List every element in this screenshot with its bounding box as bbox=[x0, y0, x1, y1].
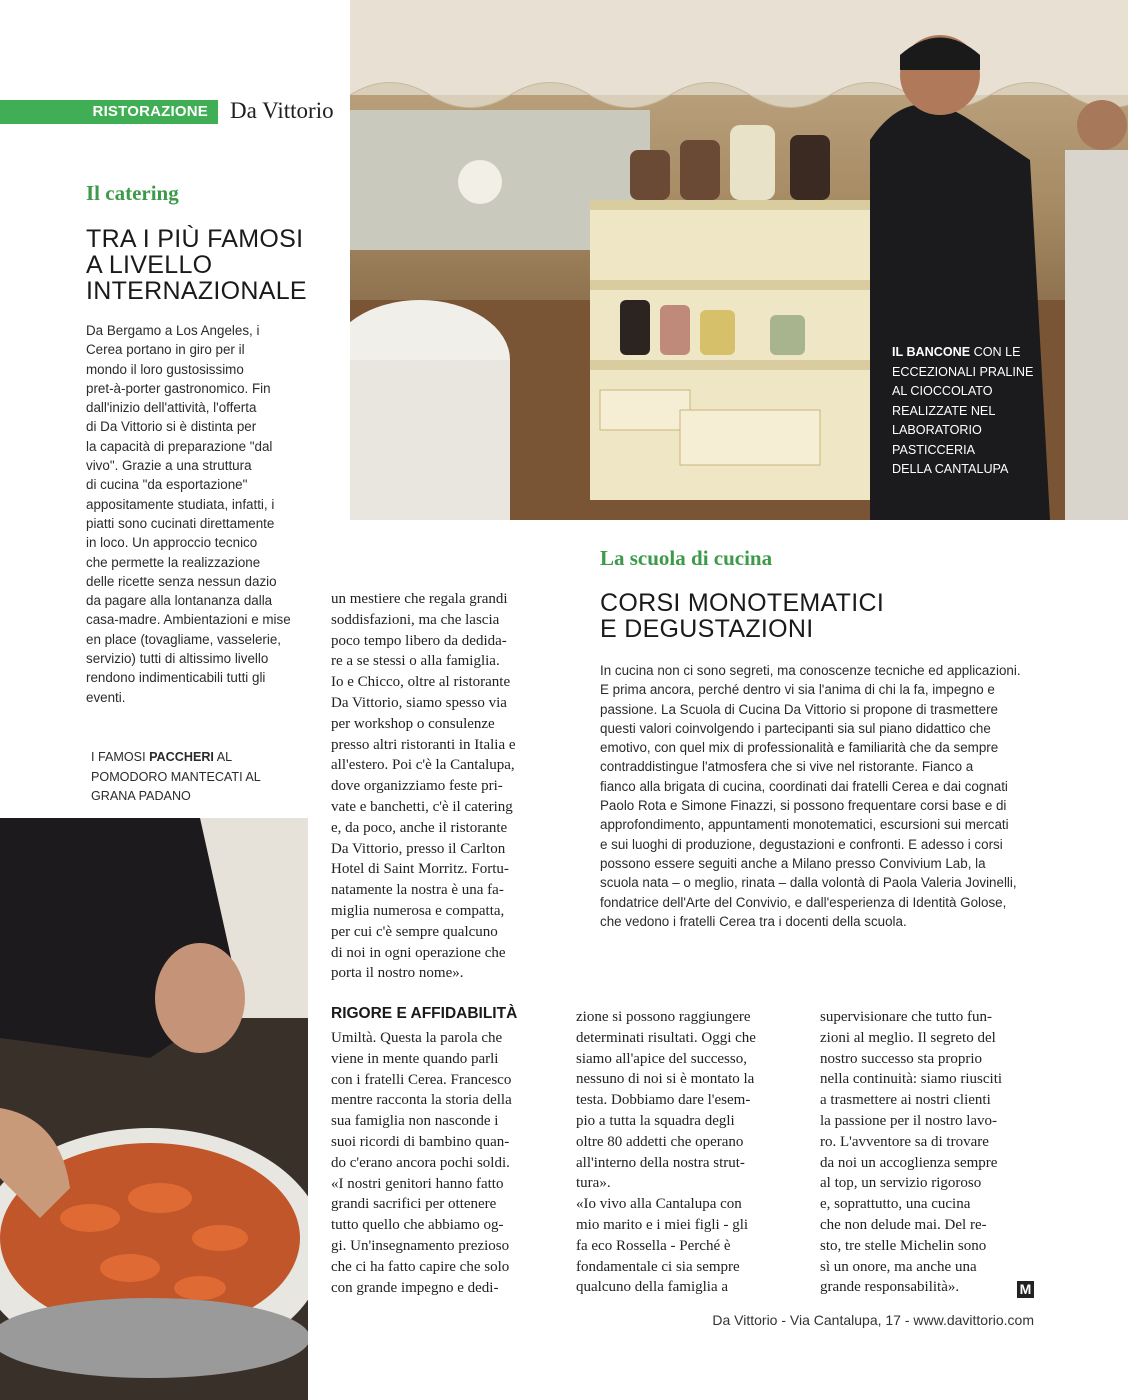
catering-body bbox=[86, 321, 326, 707]
scuola-body-line: Paolo Rota e Simone Finazzi, si possono frequentare corsi base e di bbox=[600, 798, 1007, 814]
rigore-line: nostro successo sta proprio bbox=[820, 1050, 983, 1067]
catering-body-line: che permette la realizzazione bbox=[86, 554, 261, 570]
scuola-body-line: e sui luoghi di produzione, degustazioni e confronti. E adesso i corsi bbox=[600, 836, 1003, 852]
scuola-body-line: passione. La Scuola di Cucina Da Vittorio si propone di trasmettere bbox=[600, 701, 998, 717]
rigore-line: testa. Dobbiamo dare l'esem- bbox=[576, 1092, 751, 1109]
catering-body-line: servizio) tutti di altissimo livello bbox=[86, 651, 269, 667]
rigore-line: al top, un servizio rigoroso bbox=[820, 1175, 982, 1192]
catering-body-line: en place (tovagliame, vasselerie, bbox=[86, 631, 282, 647]
rigore-line: ro. L'avventore sa di trovare bbox=[820, 1133, 989, 1150]
rigore-line: «Io vivo alla Cantalupa con bbox=[576, 1196, 742, 1213]
rigore-line: determinati risultati. Oggi che bbox=[576, 1029, 756, 1046]
scuola-body-line: approfondimento, appuntamenti monotematici, escursioni sui mercati bbox=[600, 817, 1009, 833]
catering-heading bbox=[86, 226, 307, 304]
magazine-logo-icon: M bbox=[1017, 1281, 1034, 1298]
middle-line: Io e Chicco, oltre al ristorante bbox=[331, 674, 511, 691]
rigore-line: zioni al meglio. Il segreto del bbox=[820, 1029, 996, 1046]
caption-paccheri bbox=[91, 748, 311, 807]
scuola-body-line: E prima ancora, perché dentro vi sia l'anima di chi la fa, impegno e bbox=[600, 682, 995, 698]
rigore-line: oltre 80 addetti che operano bbox=[576, 1133, 744, 1150]
rigore-line: zione si possono raggiungere bbox=[576, 1009, 751, 1025]
catering-body-line: la capacità di preparazione "dal bbox=[86, 438, 273, 454]
rigore-line: pio a tutta la squadra degli bbox=[576, 1112, 735, 1129]
caption-bancone-line: ECCEZIONALI PRALINE bbox=[892, 364, 1034, 379]
rigore-line: nella continuità: siamo riusciti bbox=[820, 1071, 1003, 1088]
middle-line: soddisfazioni, ma che lascia bbox=[331, 611, 500, 628]
middle-line: re a se stessi o alla famiglia. bbox=[331, 653, 500, 670]
caption-bold: IL BANCONE bbox=[892, 345, 971, 359]
rigore-heading: RIGORE E AFFIDABILITÀ bbox=[331, 1005, 518, 1022]
scuola-body-line: fianco alla brigata di cucina, coordinati dai fratelli Cerea e dai cognati bbox=[600, 778, 1008, 794]
photo-paccheri-illustration bbox=[0, 818, 308, 1400]
caption-bancone-line: LABORATORIO bbox=[892, 423, 982, 437]
caption-bancone-line: DELLA CANTALUPA bbox=[892, 462, 1009, 476]
rigore-line: e, soprattutto, una cucina bbox=[820, 1196, 971, 1213]
rigore-line: Umiltà. Questa la parola che bbox=[331, 1030, 503, 1046]
catering-heading-line: INTERNAZIONALE bbox=[86, 277, 307, 305]
catering-body-line: eventi. bbox=[86, 689, 126, 705]
middle-line: per workshop o consulenze bbox=[331, 715, 495, 732]
middle-line: presso altri ristoranti in Italia e bbox=[331, 736, 516, 753]
rigore-col3 bbox=[820, 1007, 1035, 1298]
rigore-line: che non delude mai. Del re- bbox=[820, 1216, 987, 1233]
scuola-body-line: contraddistingue l'atmosfera che si vive nel ristorante. Fianco a bbox=[600, 759, 974, 775]
catering-heading-line: TRA I PIÙ FAMOSI bbox=[86, 225, 304, 253]
middle-line: poco tempo libero da dedida- bbox=[331, 632, 507, 649]
rigore-line: tutto quello che abbiamo og- bbox=[331, 1217, 504, 1234]
page-title: Da Vittorio bbox=[230, 98, 334, 123]
rigore-line: sua famiglia non nasconde i bbox=[331, 1113, 499, 1130]
rigore-line: grande responsabilità». bbox=[820, 1279, 960, 1296]
rigore-line: mio marito e i miei figli - gli bbox=[576, 1216, 749, 1233]
catering-body-line: vivo". Grazie a una struttura bbox=[86, 458, 252, 474]
scuola-body-line: possono essere seguiti anche a Milano presso Convivium Lab, la bbox=[600, 855, 986, 871]
rigore-line: suoi ricordi di bambino quan- bbox=[331, 1133, 510, 1150]
rigore-line: mentre racconta la storia della bbox=[331, 1092, 512, 1109]
catering-kicker: Il catering bbox=[86, 181, 179, 205]
catering-body-line: appositamente studiata, infatti, i bbox=[86, 496, 275, 512]
caption-text: AL bbox=[213, 750, 233, 764]
rigore-col2 bbox=[576, 1007, 791, 1298]
rigore-line: sto, tre stelle Michelin sono bbox=[820, 1237, 987, 1254]
rigore-line: sì un onore, ma anche una bbox=[820, 1258, 977, 1275]
rigore-line: do c'erano ancora pochi soldi. bbox=[331, 1154, 510, 1171]
middle-line: dove organizziamo feste pri- bbox=[331, 778, 503, 795]
rigore-col1 bbox=[331, 1028, 546, 1298]
scuola-body-line: In cucina non ci sono segreti, ma conoscenze tecniche ed applicazioni. bbox=[600, 663, 1021, 678]
caption-bancone-line: PASTICCERIA bbox=[892, 442, 976, 457]
caption-paccheri-line: GRANA PADANO bbox=[91, 789, 191, 803]
rigore-line: gi. Un'insegnamento prezioso bbox=[331, 1237, 510, 1254]
rigore-line: grandi sacrifici per ottenere bbox=[331, 1196, 497, 1213]
rigore-line: con i fratelli Cerea. Francesco bbox=[331, 1071, 512, 1088]
rigore-line: «I nostri genitori hanno fatto bbox=[331, 1175, 504, 1192]
section-label: RISTORAZIONE bbox=[92, 103, 208, 120]
catering-body-line: in loco. Un approccio tecnico bbox=[86, 535, 258, 551]
rigore-line: con grande impegno e dedi- bbox=[331, 1279, 499, 1296]
middle-column bbox=[331, 589, 546, 984]
scuola-heading-line: CORSI MONOTEMATICI bbox=[600, 589, 885, 617]
middle-line: porta il nostro nome». bbox=[331, 965, 464, 982]
scuola-heading bbox=[600, 590, 884, 642]
rigore-line: nessuno di noi si è montato la bbox=[576, 1071, 755, 1088]
footer-address: Da Vittorio - Via Cantalupa, 17 - www.davittorio.com bbox=[712, 1312, 1034, 1328]
catering-body-line: rendono indimenticabili tutti gli bbox=[86, 670, 266, 686]
middle-line: vate e banchetti, c'è il catering bbox=[331, 798, 513, 815]
catering-body-line: dall'inizio dell'attività, l'offerta bbox=[86, 400, 257, 416]
rigore-line: tura». bbox=[576, 1175, 611, 1192]
scuola-body-line: questi valori coinvolgendo i partecipanti sia sul piano didattico che bbox=[600, 720, 991, 736]
rigore-line: supervisionare che tutto fun- bbox=[820, 1009, 993, 1025]
middle-line: per cui c'è sempre qualcuno bbox=[331, 923, 498, 940]
caption-paccheri-line: POMODORO MANTECATI AL bbox=[91, 769, 261, 784]
rigore-line: all'interno della nostra strut- bbox=[576, 1154, 745, 1171]
middle-line: e, da poco, anche il ristorante bbox=[331, 819, 508, 836]
rigore-line: fa eco Rossella - Perché è bbox=[576, 1237, 731, 1254]
catering-heading-line: A LIVELLO bbox=[86, 251, 213, 279]
middle-line: natamente la nostra è una fa- bbox=[331, 882, 504, 899]
catering-body-line: Da Bergamo a Los Angeles, i bbox=[86, 323, 260, 338]
middle-line: di noi in ogni operazione che bbox=[331, 944, 506, 961]
caption-text: CON LE bbox=[970, 345, 1021, 359]
rigore-line: siamo all'apice del successo, bbox=[576, 1050, 747, 1067]
middle-line: miglia numerosa e compatta, bbox=[331, 902, 505, 919]
catering-body-line: da pagare alla lontananza dalla bbox=[86, 593, 273, 609]
scuola-body bbox=[600, 661, 1040, 931]
rigore-line: da noi un accoglienza sempre bbox=[820, 1154, 998, 1171]
rigore-line: viene in mente quando parli bbox=[331, 1050, 499, 1067]
rigore-line: qualcuno della famiglia a bbox=[576, 1279, 729, 1296]
rigore-line: la passione per il nostro lavo- bbox=[820, 1112, 998, 1129]
middle-line: all'estero. Poi c'è la Cantalupa, bbox=[331, 757, 515, 774]
catering-body-line: delle ricette senza nessun dazio bbox=[86, 573, 277, 589]
catering-body-line: piatti sono cucinati direttamente bbox=[86, 515, 275, 531]
scuola-body-line: scuola nata – o meglio, rinata – dalla volontà di Paola Valeria Jovinelli, bbox=[600, 875, 1017, 891]
catering-body-line: mondo il loro gustosissimo bbox=[86, 361, 244, 377]
middle-line: Hotel di Saint Morritz. Fortu- bbox=[331, 861, 509, 878]
scuola-body-line: fondatrice dell'Arte del Convivio, e dall'esperienza di Identità Golose, bbox=[600, 894, 1007, 910]
caption-bancone bbox=[892, 343, 1072, 480]
caption-bold: PACCHERI bbox=[149, 750, 214, 764]
photo-paccheri bbox=[0, 818, 308, 1400]
catering-body-line: Cerea portano in giro per il bbox=[86, 342, 245, 358]
scuola-kicker: La scuola di cucina bbox=[600, 546, 773, 570]
catering-body-line: di Da Vittorio si è distinta per bbox=[86, 419, 257, 435]
caption-text: I FAMOSI bbox=[91, 750, 150, 764]
caption-paccheri-line bbox=[91, 748, 311, 768]
catering-body-line: pret-à-porter gastronomico. Fin bbox=[86, 380, 271, 396]
caption-bancone-line: REALIZZATE NEL bbox=[892, 403, 996, 418]
middle-line: un mestiere che regala grandi bbox=[331, 591, 508, 607]
middle-line: Da Vittorio, siamo spesso via bbox=[331, 694, 507, 711]
caption-bancone-line bbox=[892, 343, 1072, 363]
scuola-body-line: che vedono i fratelli Cerea tra i docenti della scuola. bbox=[600, 913, 907, 929]
rigore-line: fondamentale ci sia sempre bbox=[576, 1258, 740, 1275]
rigore-line: che ci ha fatto capire che solo bbox=[331, 1258, 510, 1275]
middle-line: Da Vittorio, presso il Carlton bbox=[331, 840, 506, 857]
scuola-body-line: emotivo, con quel mix di professionalità e familiarità che da sempre bbox=[600, 740, 999, 756]
caption-bancone-line: AL CIOCCOLATO bbox=[892, 384, 993, 398]
rigore-line: a trasmettere ai nostri clienti bbox=[820, 1092, 991, 1109]
scuola-heading-line: E DEGUSTAZIONI bbox=[600, 615, 814, 643]
catering-body-line: di cucina "da esportazione" bbox=[86, 477, 248, 493]
catering-body-line: casa-madre. Ambientazioni e mise bbox=[86, 612, 291, 628]
